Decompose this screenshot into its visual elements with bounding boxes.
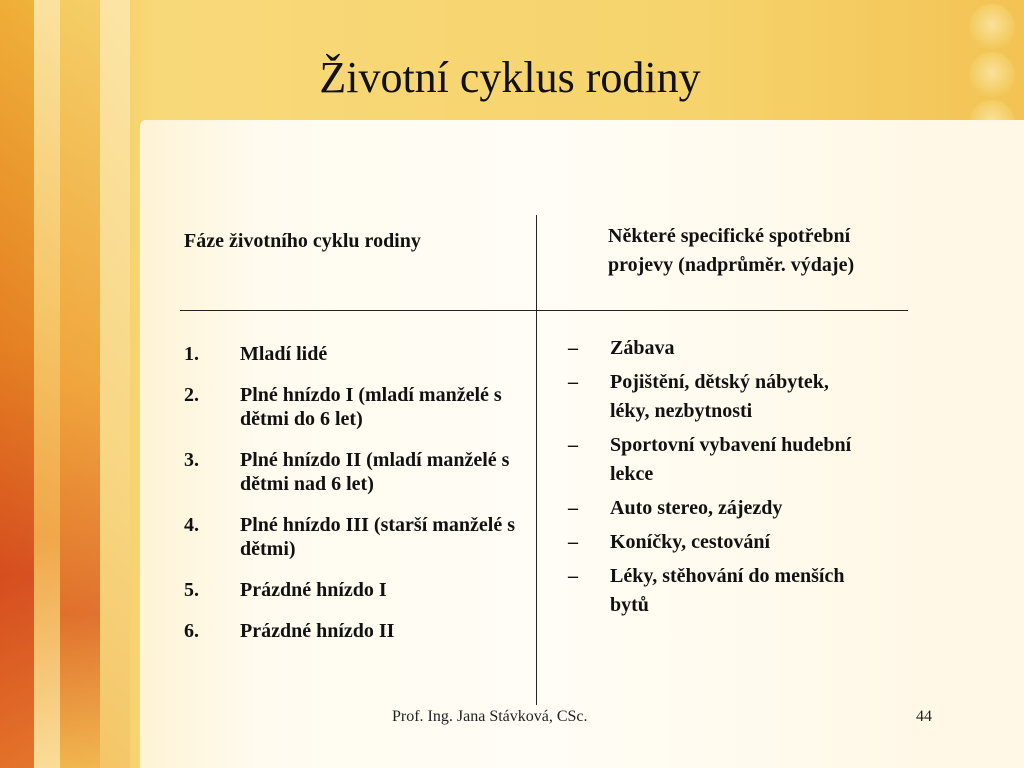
spending-item [568,431,868,489]
spending-item [568,562,868,620]
spending-text: Léky, stěhování do menších bytů [610,565,845,616]
slide-title: Životní cyklus rodiny [319,53,701,102]
phase-number: 2. [184,384,199,406]
phase-item [184,342,534,366]
spending-list [568,334,868,625]
phase-item [184,383,534,431]
left-column-header: Fáze životního cyklu rodiny [184,230,421,252]
phase-text: Plné hnízdo I (mladí manželé s dětmi do 6 let) [240,384,502,430]
phase-text: Prázdné hnízdo I [240,579,387,601]
phase-item [184,448,534,496]
phase-text: Plné hnízdo II (mladí manželé s dětmi nad 6 let) [240,449,510,495]
dash-bullet: – [568,531,578,553]
phase-list [184,342,534,660]
spending-item [568,334,868,363]
dash-bullet: – [568,565,578,587]
decor-stripe [34,0,60,768]
spending-text: Sportovní vybavení hudební lekce [610,434,852,485]
spending-text: Zábava [610,337,675,359]
spending-item [568,494,868,523]
phase-number: 5. [184,579,199,601]
phase-text: Mladí lidé [240,343,328,365]
phase-text: Prázdné hnízdo II [240,620,395,642]
phase-item [184,513,534,561]
dash-bullet: – [568,497,578,519]
decor-stripe [0,0,34,768]
dash-bullet: – [568,337,578,359]
spending-item [568,368,868,426]
decor-stripe [100,0,130,768]
phase-number: 6. [184,620,199,642]
phase-number: 4. [184,514,199,536]
slide-number: 44 [916,708,932,725]
header-divider [180,310,908,311]
phase-number: 1. [184,343,199,365]
spending-text: Auto stereo, zájezdy [610,497,783,519]
phase-item [184,619,534,643]
spending-item [568,528,868,557]
right-column-header: Některé specifické spotřební projevy (nadprůměr. výdaje) [608,225,855,276]
decor-bubble [969,52,1015,98]
spending-text: Pojištění, dětský nábytek, léky, nezbytnosti [610,371,829,422]
dash-bullet: – [568,434,578,456]
phase-text: Plné hnízdo III (starší manželé s dětmi) [240,514,515,560]
phase-item [184,578,534,602]
column-divider [536,215,537,705]
dash-bullet: – [568,371,578,393]
spending-text: Koníčky, cestování [610,531,771,553]
footer-author: Prof. Ing. Jana Stávková, CSc. [392,708,588,725]
phase-number: 3. [184,449,199,471]
decor-bubble [969,4,1015,50]
decor-stripe [60,0,100,768]
